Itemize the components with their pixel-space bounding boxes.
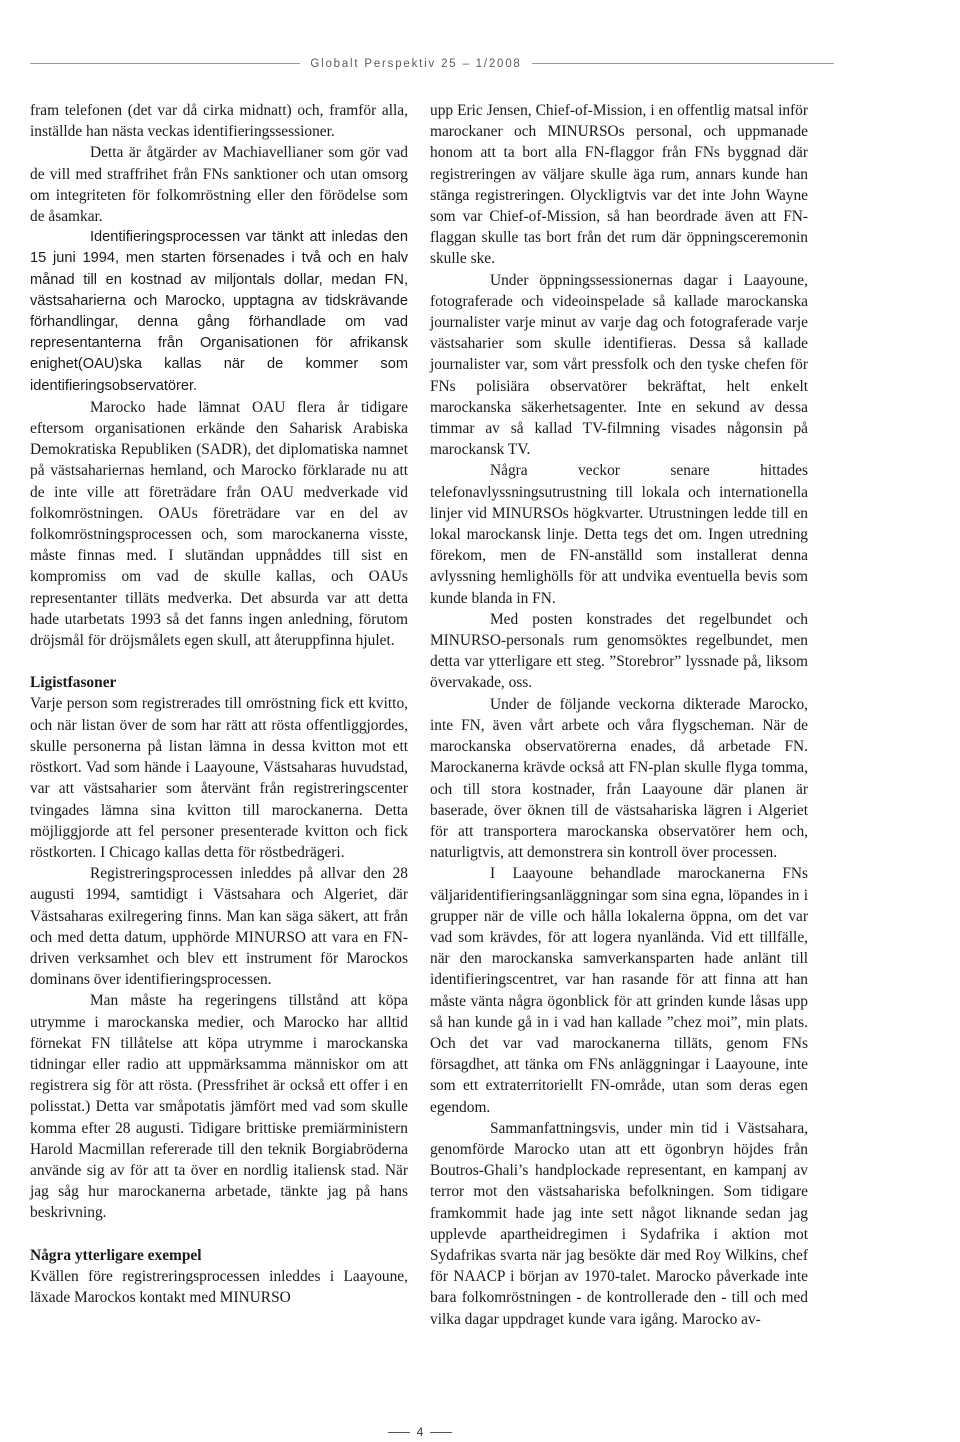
running-header bbox=[0, 54, 960, 74]
paragraph: Med posten konstrades det regelbundet och MINURSO-personals rum genomsöktes regelbundet, men detta var ytterligare ett steg. ”Storebror” lyssnade på, liksom övervakade, oss. bbox=[430, 610, 808, 692]
header-rule-left bbox=[30, 63, 300, 64]
page-footer bbox=[0, 1424, 960, 1440]
publication-title: Globalt Perspektiv 25 – 1/2008 bbox=[310, 58, 522, 70]
section-heading: Några ytterligare exempel bbox=[30, 1246, 202, 1264]
right-column bbox=[430, 100, 808, 1330]
paragraph: Under öppningssessionernas dagar i Laayoune, fotograferade och videoinspelade så kallade marockanska journalister varje minut av varje dag och fotograferade varje västsaharier som skulle identifieras. Dessa så kallade journalister var, som vårt pressfolk och den tyske chefen för FNs polisiära observatörer bekräftat, helt enkelt marockanska säkerhetsagenter. Inte en sekund av dessa timmar av så kallad TV-filmning visades någonsin på marockansk TV. bbox=[430, 271, 808, 459]
paragraph: Registreringsprocessen inleddes på allvar den 28 augusti 1994, samtidigt i Västsahara och Algeriet, där Västsaharas exilregering finns. Man kan säga säkert, att från och med detta datum, upphörde MINURSO att vara en FN-driven verksamhet och blev ett instrument för Marockos dominans över identifieringsprocessen. bbox=[30, 865, 408, 989]
header-rule-right bbox=[532, 63, 834, 64]
page-number: 4 bbox=[416, 1425, 424, 1439]
paragraph: Marocko hade lämnat OAU flera år tidigare eftersom organisationen erkände den Saharisk Arabiska Demokratiska Republiken (SADR), det diplomatiska namnet på västsahariernas hemland, och Marocko förklarade nu att de inte ville att företrädare från OAU medverkade vid folkomröstningen. OAUs företrädare var en del av folkomröstningsprocessen och, som marockanerna visste, måste finnas med. I slutändan uppnåddes till sist en kompromiss om vad de skulle kallas, och OAUs representanter tilläts medverka. Det absurda var att detta hade utarbetats 1993 så det fanns ingen anledning, förutom dröjsmål för dröjsmålets egen skull, att återuppfinna hjulet. bbox=[30, 398, 408, 650]
paragraph: Kvällen före registreringsprocessen inleddes i Laayoune, läxade Marockos kontakt med MINURSO bbox=[30, 1267, 408, 1306]
section-gap bbox=[30, 651, 408, 672]
paragraph: Varje person som registrerades till omröstning fick ett kvitto, och när listan över de som har rätt att rösta offentliggjordes, skulle personerna på listan lämna in dessa kvitton mot ett röstkort. Vad som hände i Laayoune, Västsaharas huvudstad, var att västsaharier som återvänt från registreringscenter tvingades lämna sina kvitton till marockanerna. Detta möjliggjorde att fel personer presenterade kvitton och fick röstkorten. I Chicago kallas detta för röstbedrägeri. bbox=[30, 695, 408, 861]
footer-rule-left bbox=[388, 1432, 410, 1433]
paragraph: Identifieringsprocessen var tänkt att inledas den 15 juni 1994, men starten försenades i två och en halv månad till en kostnad av miljontals dollar, medan FN, västsaharierna och Marocko, upptagna av tidskrävande förhandlingar, denna gång förhandlade om vad representanterna från Organisationen för afrikansk enighet(OAU)ska kallas när de kommer som identifieringsobservatörer. bbox=[30, 229, 408, 394]
section-gap bbox=[30, 1224, 408, 1245]
paragraph: upp Eric Jensen, Chief-of-Mission, i en offentlig matsal inför marockaner och MINURSOs personal, och uppmanade honom att ta bort alla FN-flaggor från FNs byggnad där registreringen av väljare skulle äga rum, annars kunde han stänga registreringen. Olyckligtvis var det inte John Wayne som var Chief-of-Mission, så han beordrade även att FN-flaggan skulle tas bort från det rum där öppningsceremonin skulle ske. bbox=[430, 102, 808, 268]
paragraph: Detta är åtgärder av Machiavellianer som gör vad de vill med straffrihet från FNs sanktioner och utan omsorg om integriteten för folkomröstning eller den förödelse som de åsamkar. bbox=[30, 144, 408, 226]
left-column bbox=[30, 100, 408, 1308]
paragraph: Några veckor senare hittades telefonavlyssningsutrustning till lokala och internationella linjer vid MINURSOs högkvarter. Utrustningen ledde till en lokal marockansk linje. Detta tegs det om. Ingen utredning förekom, men de FN-anställd som installerat denna avlyssning hemlighölls för att undvika eventuella bevis som kunde blanda in FN. bbox=[430, 462, 808, 607]
paragraph: I Laayoune behandlade marockanerna FNs väljaridentifieringsanläggningar som sina egna, löpandes in i grupper när de ville och hålla lokalerna öppna, om det var vad som krävdes, för att logera nyanlända. Vid ett tillfälle, när den marockanska samverkansparten hade anlänt till identifieringscentret, var han rasande för att finna att han måste vänta några ögonblick för att grinden kunde låsas upp så han kunde gå in i vad han kallade ”chez moi”, min plats. Och det var vad marockanerna tilläts, genom FNs försagdhet, att tänka om FNs anläggningar i Laayoune, inte som ett extraterritoriellt FN-område, utan som deras egen egendom. bbox=[430, 865, 808, 1116]
paragraph: Under de följande veckorna dikterade Marocko, inte FN, även vårt arbete och våra flygscheman. När de marockanska observatörerna enades, då arbetade FN. Marockanerna krävde också att FN-plan skulle flyga tomma, och till stora kostnader, från Laayoune där planen är baserade, över öknen till de västsahariska lägren i Algeriet för att transportera marockanska observatörer hem och, naturligtvis, att demonstrera sin kontroll över processen. bbox=[430, 695, 808, 862]
paragraph: fram telefonen (det var då cirka midnatt) och, framför alla, inställde han nästa veckas identifieringssessioner. bbox=[30, 102, 408, 141]
paragraph: Man måste ha regeringens tillstånd att köpa utrymme i marockanska medier, och Marocko har alltid förnekat FN tillåtelse att köpa utrymme i marockanska tidningar eller radio att uppmärksamma människor om att registrera sig för att rösta. (Pressfrihet är också ett offer i en polisstat.) Detta var småpotatis jämfört med vad som skulle komma efter 28 augusti. Tidigare brittiske premiärministern Harold Macmillan refererade till den teknik Borgiabröderna använde sig av för att ta över en nordlig italiensk stad. När jag såg hur marockanerna arbetade, tänkte jag på hans beskrivning. bbox=[30, 992, 408, 1222]
section-heading: Ligistfasoner bbox=[30, 674, 117, 692]
footer-rule-right bbox=[430, 1432, 452, 1433]
paragraph: Sammanfattningsvis, under min tid i Västsahara, genomförde Marocko utan att ett ögonbryn höjdes från Boutros-Ghali’s handplockade representant, en kampanj av terror mot den västsahariska befolkningen. Som tidigare framkommit hade jag inte sett något liknande sedan jag upplevde apartheidregimen i Sydafrika i aktion mot Sydafrikas svarta när jag besökte där med Roy Wilkins, chef för NAACP i början av 1970-talet. Marocko påverkade inte bara folkomröstningen - de kontrollerade den - till och med vilka dagar uppdraget kunde vara igång. Marocko av- bbox=[430, 1119, 808, 1328]
